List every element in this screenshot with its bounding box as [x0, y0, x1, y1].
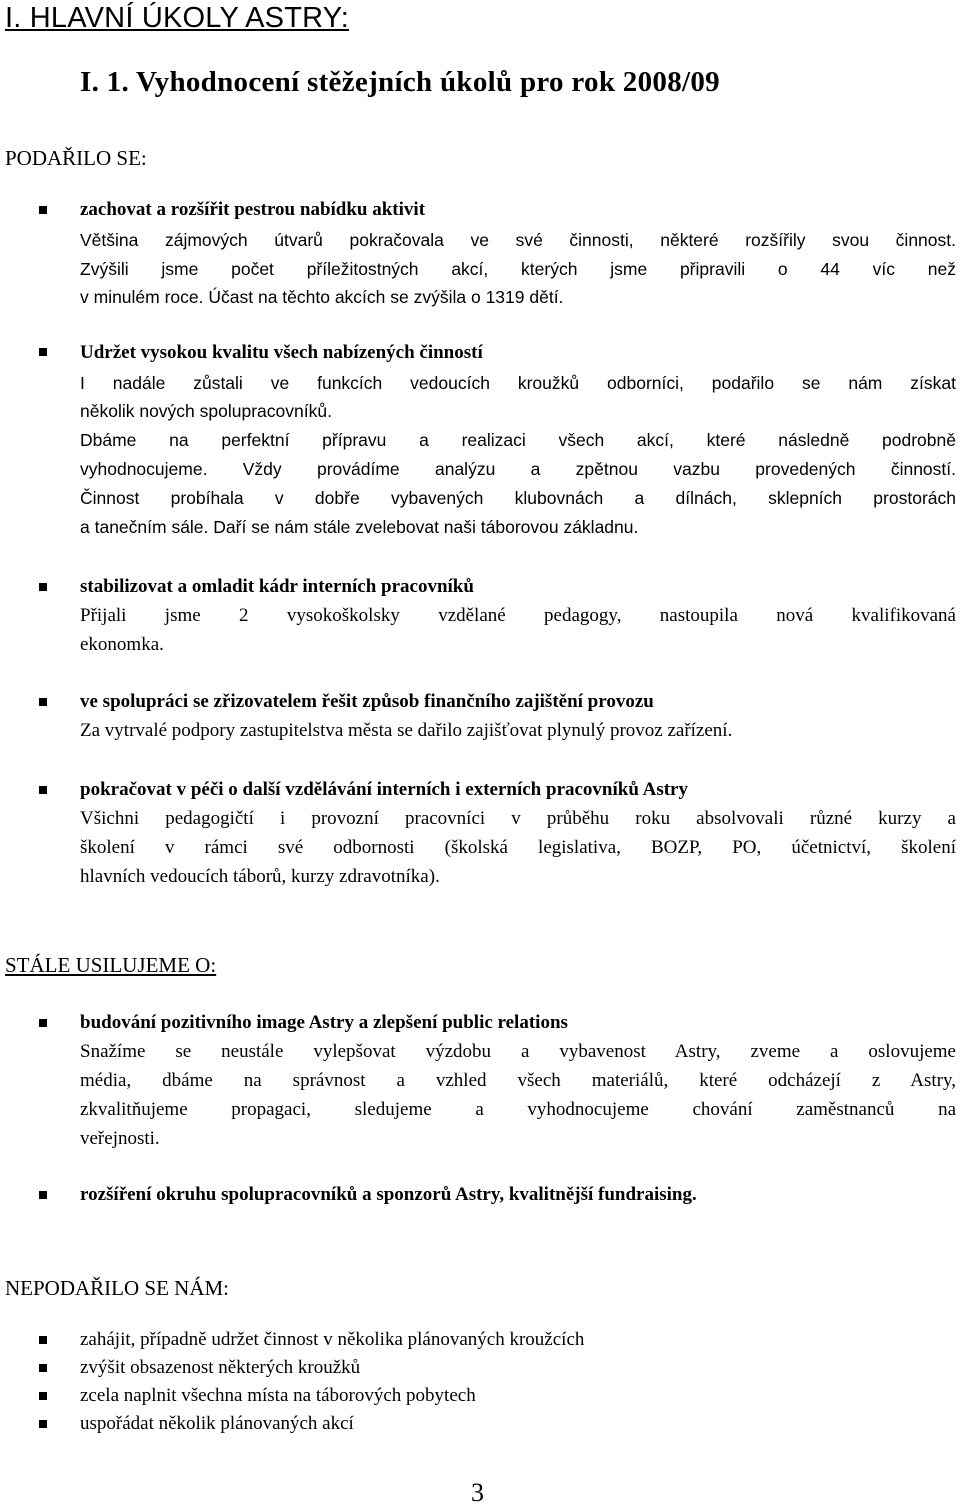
item-text-line: Přijali jsme 2 vysokoškolsky vzdělané pedagogy, nastoupila nová kvalifikovaná [80, 605, 956, 626]
item-text-line: Za vytrvalé podpory zastupitelstva města se dařilo zajišťovat plynulý provoz zařízení. [80, 720, 733, 741]
item-text-line: zkvalitňujeme propagaci, sledujeme a vyhodnocujeme chování zaměstnanců na [80, 1099, 956, 1120]
list-item: zcela naplnit všechna místa na táborových pobytech [80, 1385, 476, 1406]
page-number: 3 [471, 1478, 484, 1507]
item-title: stabilizovat a omladit kádr interních pracovníků [80, 576, 474, 597]
bullet-icon [39, 1420, 47, 1428]
item-title: rozšíření okruhu spolupracovníků a sponzorů Astry, kvalitnější fundraising. [80, 1184, 697, 1205]
item-title: ve spolupráci se zřizovatelem řešit způsob finančního zajištění provozu [80, 691, 654, 712]
item-text-line: veřejnosti. [80, 1128, 160, 1149]
bullet-icon [39, 1364, 47, 1372]
item-text-line: a tanečním sále. Daří se nám stále zvelebovat naši táborovou základnu. [80, 517, 639, 537]
item-text-line: Dbáme na perfektní přípravu a realizaci všech akcí, které následně podrobně [80, 430, 956, 450]
bullet-icon [39, 1392, 47, 1400]
item-text-line: Zvýšili jsme počet příležitostných akcí, kterých jsme připravili o 44 víc než [80, 259, 956, 279]
bullet-icon [39, 786, 47, 794]
item-title: zachovat a rozšířit pestrou nabídku aktivit [80, 199, 426, 220]
item-text-line: Všichni pedagogičtí i provozní pracovníci v průběhu roku absolvovali různé kurzy a [80, 808, 956, 829]
item-text-line: hlavních vedoucích táborů, kurzy zdravotníka). [80, 866, 440, 887]
section-title-ongoing: STÁLE USILUJEME O: [5, 953, 217, 977]
item-text-line: I nadále zůstali ve funkcích vedoucích kroužků odborníci, podařilo se nám získat [80, 373, 956, 393]
item-text-line: média, dbáme na správnost a vzhled všech materiálů, které odcházejí z Astry, [80, 1070, 956, 1091]
item-title: budování pozitivního image Astry a zlepšení public relations [80, 1012, 568, 1033]
item-text-line: Většina zájmových útvarů pokračovala ve své činnosti, některé rozšířily svou činnost. [80, 230, 956, 250]
item-text-line: vyhodnocujeme. Vždy provádíme analýzu a zpětnou vazbu provedených činností. [80, 459, 956, 479]
list-item: zvýšit obsazenost některých kroužků [80, 1357, 361, 1378]
bullet-icon [39, 1191, 47, 1199]
section-title-failed: NEPODAŘILO SE NÁM: [5, 1276, 230, 1300]
bullet-icon [39, 583, 47, 591]
list-item: zahájit, případně udržet činnost v několika plánovaných kroužcích [80, 1329, 585, 1350]
section-title-succeeded: PODAŘILO SE: [5, 146, 147, 170]
bullet-icon [39, 206, 47, 214]
item-text-line: Snažíme se neustále vylepšovat výzdobu a vybavenost Astry, zveme a oslovujeme [80, 1041, 956, 1062]
bullet-icon [39, 1336, 47, 1344]
item-text-line: několik nových spolupracovníků. [80, 401, 332, 421]
bullet-icon [39, 348, 47, 356]
list-item: uspořádat několik plánovaných akcí [80, 1413, 354, 1434]
item-title: pokračovat v péči o další vzdělávání interních i externích pracovníků Astry [80, 779, 688, 800]
item-text-line: v minulém roce. Účast na těchto akcích se zvýšila o 1319 dětí. [80, 287, 564, 307]
item-title: Udržet vysokou kvalitu všech nabízených činností [80, 342, 483, 363]
item-text-line: ekonomka. [80, 634, 164, 655]
section-subheading: I. 1. Vyhodnocení stěžejních úkolů pro rok 2008/09 [80, 66, 720, 98]
item-text-line: školení v rámci své odbornosti (školská legislativa, BOZP, PO, účetnictví, školení [80, 837, 956, 858]
item-text-line: Činnost probíhala v dobře vybavených klubovnách a dílnách, sklepních prostorách [80, 488, 956, 508]
main-heading: I. HLAVNÍ ÚKOLY ASTRY: [5, 2, 349, 34]
bullet-icon [39, 1019, 47, 1027]
bullet-icon [39, 698, 47, 706]
